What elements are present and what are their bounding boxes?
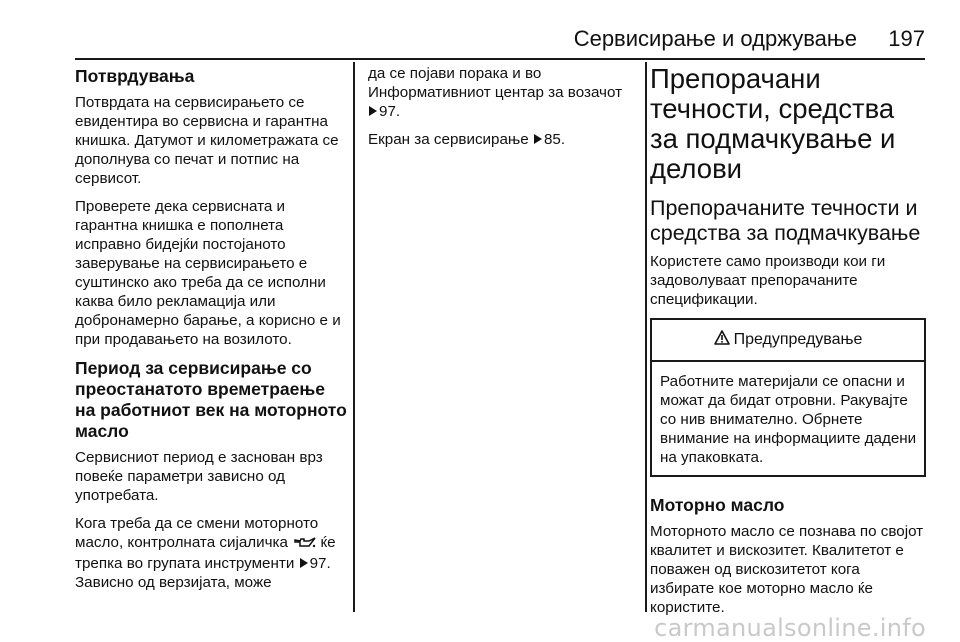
column-right bbox=[650, 64, 926, 626]
warning-body: Работните материјали се опасни и можат да бидат отровни. Ракувајте со нив внимателно. Обрнете внимание на информациите дадени на упаковката. bbox=[660, 373, 917, 466]
page-header bbox=[75, 22, 925, 60]
reference-arrow-icon bbox=[534, 134, 542, 144]
subsection-title: Препорачаните течности и средства за подмачкување bbox=[650, 196, 921, 245]
paragraph-service-parameters: Сервисниот период е заснован врз повеќе параметри зависно од употребата. bbox=[75, 449, 323, 504]
page-reference[interactable]: 85 bbox=[543, 131, 561, 148]
paragraph-specifications: Користете само производи кои ги задоволуваат препорачаните спецификации. bbox=[650, 253, 886, 308]
warning-triangle-icon bbox=[714, 330, 730, 350]
oil-change-text-2: ќе трепка во групата инструменти bbox=[75, 534, 336, 572]
section-title: Препорачани течности, средства за подмачкување и делови bbox=[650, 63, 896, 184]
warning-box bbox=[650, 318, 926, 477]
paragraph-driver-info bbox=[368, 64, 636, 121]
reference-arrow-icon bbox=[369, 106, 377, 116]
warning-header bbox=[652, 320, 924, 362]
oil-change-text: Кога треба да се смени моторното масло, контролната сијаличка bbox=[75, 515, 319, 551]
heading-confirmations: Потврдувања bbox=[75, 66, 195, 86]
period: . bbox=[395, 103, 401, 120]
column-middle bbox=[368, 64, 636, 158]
heading-engine-oil: Моторно масло bbox=[650, 495, 785, 515]
paragraph-oil-quality: Моторното масло се познава по својот квалитет и вискозитет. Квалитетот е поважен од вискозитетот кога избирате кое моторно масло ќе користите. bbox=[650, 523, 924, 616]
reference-arrow-icon bbox=[300, 558, 308, 568]
column-divider-right bbox=[645, 62, 647, 612]
heading-service-period: Период за сервисирање со преостанатото времетраење на работниот век на моторното масло bbox=[75, 358, 347, 441]
page-reference[interactable]: 97 bbox=[309, 555, 327, 572]
paragraph-confirmation-record: Потврдата на сервисирањето се евидентира во сервисна и гарантна книшка. Датумот и километражата се дополнува со печат и потпис на сервисот. bbox=[75, 94, 339, 187]
oil-can-icon bbox=[294, 535, 316, 554]
chapter-title: Сервисирање и одржување bbox=[573, 26, 857, 51]
period: . bbox=[560, 131, 566, 148]
column-left bbox=[75, 64, 347, 601]
page-reference[interactable]: 97 bbox=[379, 103, 396, 120]
driver-info-text: да се појави порака и во Информативниот центар за возачот bbox=[368, 65, 623, 101]
paragraph-check-booklet: Проверете дека сервисната и гарантна книшка е пополнета исправно бидејќи постојаното заверување на сервисирањето е суштинско ако треба да се исполни каква било рекламација или добронамерно барање, а корисно е и при продавањето на возилото. bbox=[75, 198, 341, 348]
warning-title: Предупредување bbox=[733, 331, 863, 348]
paragraph-oil-change bbox=[75, 514, 347, 592]
paragraph-service-screen bbox=[368, 130, 636, 149]
column-divider-left bbox=[353, 62, 355, 612]
watermark: carmanualsonline.info bbox=[654, 614, 926, 642]
service-screen-text: Екран за сервисирање bbox=[368, 131, 529, 148]
oil-change-text-3: . Зависно од верзијата, може bbox=[75, 555, 331, 591]
page-number: 197 bbox=[888, 26, 925, 51]
